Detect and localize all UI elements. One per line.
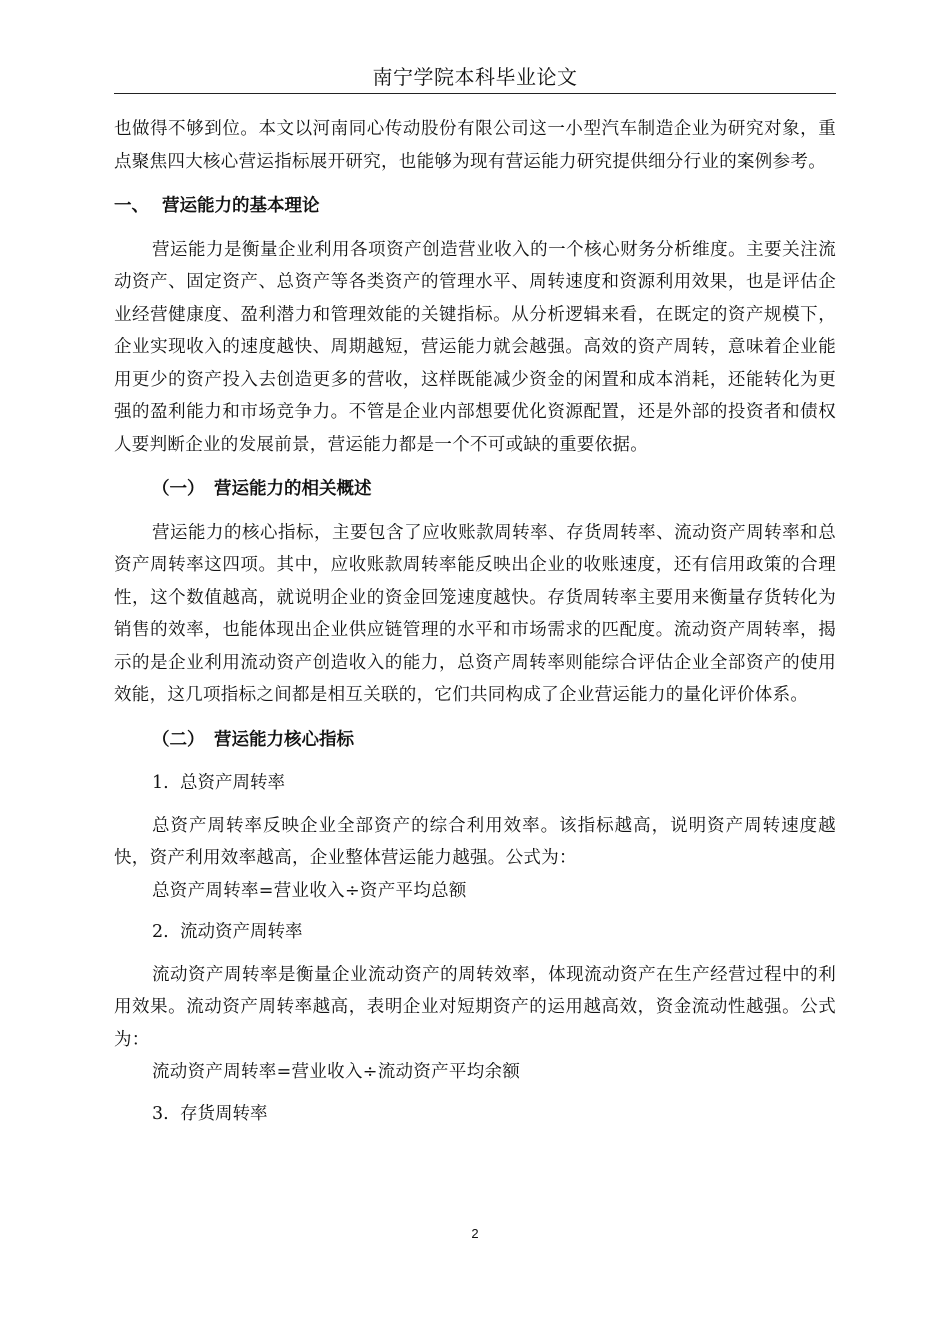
item-heading-3	[114, 1098, 836, 1131]
section-number: 一、	[114, 196, 149, 216]
paragraph-theory: 营运能力是衡量企业利用各项资产创造营业收入的一个核心财务分析维度。主要关注流动资产、固定资产、总资产等各类资产的管理水平、周转速度和资源利用效果，也是评估企业经营健康度、盈利潜力和管理效能的关键指标。从分析逻辑来看，在既定的资产规模下，企业实现收入的速度越快、周期越短，营运能力就会越强。高效的资产周转，意味着企业能用更少的资产投入去创造更多的营收，这样既能减少资金的闲置和成本消耗，还能转化为更强的盈利能力和市场竞争力。不管是企业内部想要优化资源配置，还是外部的投资者和债权人要判断企业的发展前景，营运能力都是一个不可或缺的重要依据。	[114, 239, 836, 455]
page-header-title: 南宁学院本科毕业论文	[372, 65, 578, 89]
item-title: 存货周转率	[180, 1103, 268, 1124]
subsection-heading-1	[114, 473, 836, 506]
subsection-number: （二）	[152, 729, 205, 750]
paragraph-current-asset-turnover: 流动资产周转率是衡量企业流动资产的周转效率，体现流动资产在生产经营过程中的利用效果。流动资产周转率越高，表明企业对短期资产的运用越高效，资金流动性越强。公式为：	[114, 964, 836, 1050]
paragraph-total-asset-turnover: 总资产周转率反映企业全部资产的综合利用效率。该指标越高，说明资产周转速度越快，资产利用效率越高，企业整体营运能力越强。公式为：	[114, 815, 836, 868]
subsection-title: 营运能力的相关概述	[214, 479, 372, 499]
item-number: 3.	[152, 1103, 169, 1124]
subsection-number: （一）	[152, 479, 205, 499]
subsection-title: 营运能力核心指标	[214, 729, 354, 750]
section-heading-1	[114, 190, 836, 223]
section-title: 营运能力的基本理论	[162, 196, 320, 216]
paragraph-continuation: 也做得不够到位。本文以河南同心传动股份有限公司这一小型汽车制造企业为研究对象，重点聚焦四大核心营运指标展开研究，也能够为现有营运能力研究提供细分行业的案例参考。	[114, 119, 836, 172]
formula-total-asset-turnover: 总资产周转率=营业收入÷资产平均总额	[152, 880, 467, 901]
document-body	[114, 113, 836, 1140]
subsection-heading-2	[114, 724, 836, 757]
item-title: 流动资产周转率	[180, 922, 303, 942]
header-divider	[114, 93, 836, 94]
page-number: 2	[471, 1226, 479, 1241]
item-number: 1.	[152, 773, 169, 793]
item-title: 总资产周转率	[180, 773, 285, 793]
item-heading-1	[114, 767, 836, 800]
item-heading-2	[114, 916, 836, 949]
paragraph-overview: 营运能力的核心指标，主要包含了应收账款周转率、存货周转率、流动资产周转率和总资产周转率这四项。其中，应收账款周转率能反映出企业的收账速度，还有信用政策的合理性，这个数值越高，就说明企业的资金回笼速度越快。存货周转率主要用来衡量存货转化为销售的效率，也能体现出企业供应链管理的水平和市场需求的匹配度。流动资产周转率，揭示的是企业利用流动资产创造收入的能力，总资产周转率则能综合评估企业全部资产的使用效能，这几项指标之间都是相互关联的，它们共同构成了企业营运能力的量化评价体系。	[114, 522, 836, 705]
formula-current-asset-turnover: 流动资产周转率=营业收入÷流动资产平均余额	[152, 1062, 521, 1082]
item-number: 2.	[152, 922, 169, 942]
